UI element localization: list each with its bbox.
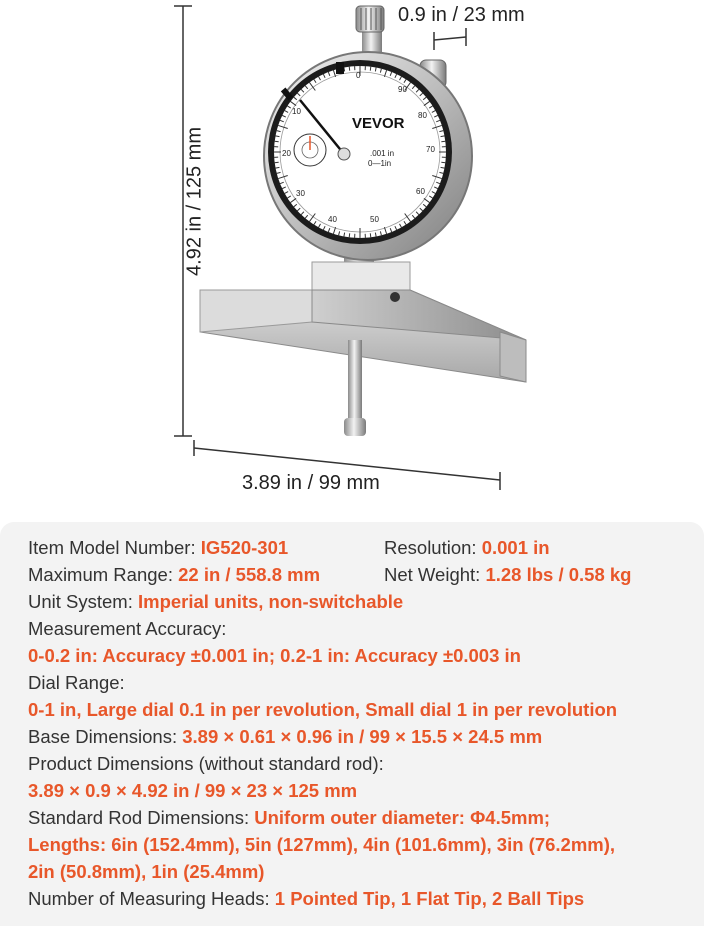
spec-measuring-heads bbox=[28, 885, 584, 912]
spec-value: IG520-301 bbox=[200, 537, 289, 558]
dial-tick bbox=[275, 141, 279, 142]
spec-value: Uniform outer diameter: Φ4.5mm; bbox=[254, 807, 551, 828]
gauge-base bbox=[200, 262, 526, 382]
top-knob bbox=[356, 6, 384, 52]
dial-number: 10 bbox=[292, 107, 301, 116]
dial-indicator bbox=[264, 52, 472, 260]
spec-label: Maximum Range: bbox=[28, 564, 179, 585]
dial-number: 60 bbox=[416, 187, 425, 196]
dial-tick bbox=[370, 233, 371, 237]
dial-number: 80 bbox=[418, 111, 427, 120]
spec-accuracy-label bbox=[28, 615, 226, 642]
spec-product-dimensions-label bbox=[28, 750, 384, 777]
spec-value: 0-1 in, Large dial 0.1 in per revolution, Small dial 1 in per revolution bbox=[28, 699, 618, 720]
width-dimension-label: 3.89 in / 99 mm bbox=[242, 472, 380, 494]
height-dimension-label: 4.92 in / 125 mm bbox=[183, 127, 206, 276]
spec-resolution bbox=[384, 534, 550, 561]
spec-unit-system bbox=[28, 588, 403, 615]
dial-tick bbox=[441, 141, 445, 142]
dial-number: 20 bbox=[282, 149, 291, 158]
spec-value: 3.89 × 0.9 × 4.92 in / 99 × 23 × 125 mm bbox=[28, 780, 358, 801]
spec-rod-lengths bbox=[28, 831, 615, 858]
dial-number: 50 bbox=[370, 215, 379, 224]
dial-resolution-mark: .001 in bbox=[370, 149, 395, 158]
dial-number: 90 bbox=[398, 85, 407, 94]
spec-value: Imperial units, non-switchable bbox=[138, 591, 404, 612]
spec-value: 0.001 in bbox=[481, 537, 550, 558]
dial-tick bbox=[370, 67, 371, 71]
dial-number: 40 bbox=[328, 215, 337, 224]
spec-max-range bbox=[28, 561, 320, 588]
spec-label: Net Weight: bbox=[384, 564, 486, 585]
spec-value: 0-0.2 in: Accuracy ±0.001 in; 0.2-1 in: Accuracy ±0.003 in bbox=[28, 645, 521, 666]
spec-value: 22 in / 558.8 mm bbox=[178, 564, 321, 585]
dial-brand: VEVOR bbox=[352, 115, 405, 132]
dial-number: 30 bbox=[296, 189, 305, 198]
spec-label: Resolution: bbox=[384, 537, 482, 558]
dial-number: 0 bbox=[356, 71, 361, 80]
dial-tick bbox=[349, 67, 350, 71]
spec-base-dimensions bbox=[28, 723, 542, 750]
dial-tick bbox=[275, 162, 279, 163]
spec-label: Product Dimensions (without standard rod): bbox=[28, 753, 384, 774]
spec-label: Item Model Number: bbox=[28, 537, 201, 558]
spec-label: Standard Rod Dimensions: bbox=[28, 807, 255, 828]
dial-tick bbox=[349, 233, 350, 237]
spec-value: 3.89 × 0.61 × 0.96 in / 99 × 15.5 × 24.5 mm bbox=[182, 726, 543, 747]
spec-value: 1 Pointed Tip, 1 Flat Tip, 2 Ball Tips bbox=[274, 888, 585, 909]
spec-label: Unit System: bbox=[28, 591, 138, 612]
spec-dial-range-label bbox=[28, 669, 125, 696]
dial-tick bbox=[441, 162, 445, 163]
spec-label: Number of Measuring Heads: bbox=[28, 888, 275, 909]
dial-number: 70 bbox=[426, 145, 435, 154]
spec-item-model bbox=[28, 534, 288, 561]
spec-value: Lengths: 6in (152.4mm), 5in (127mm), 4in (101.6mm), 3in (76.2mm), bbox=[28, 834, 616, 855]
spec-rod-lengths-cont bbox=[28, 858, 264, 885]
spec-label: Measurement Accuracy: bbox=[28, 618, 227, 639]
spec-label: Base Dimensions: bbox=[28, 726, 183, 747]
spec-value: 1.28 lbs / 0.58 kg bbox=[485, 564, 632, 585]
spec-value: 2in (50.8mm), 1in (25.4mm) bbox=[28, 861, 265, 882]
depth-dimension-label: 0.9 in / 23 mm bbox=[398, 4, 525, 26]
spec-accuracy-value bbox=[28, 642, 521, 669]
dial-range-mark: 0—1in bbox=[368, 159, 392, 168]
depth-dimension-line bbox=[434, 28, 466, 50]
spec-dial-range-value bbox=[28, 696, 617, 723]
spec-label: Dial Range: bbox=[28, 672, 125, 693]
spec-net-weight bbox=[384, 561, 631, 588]
spec-rod-dimensions bbox=[28, 804, 550, 831]
spec-product-dimensions-value bbox=[28, 777, 357, 804]
